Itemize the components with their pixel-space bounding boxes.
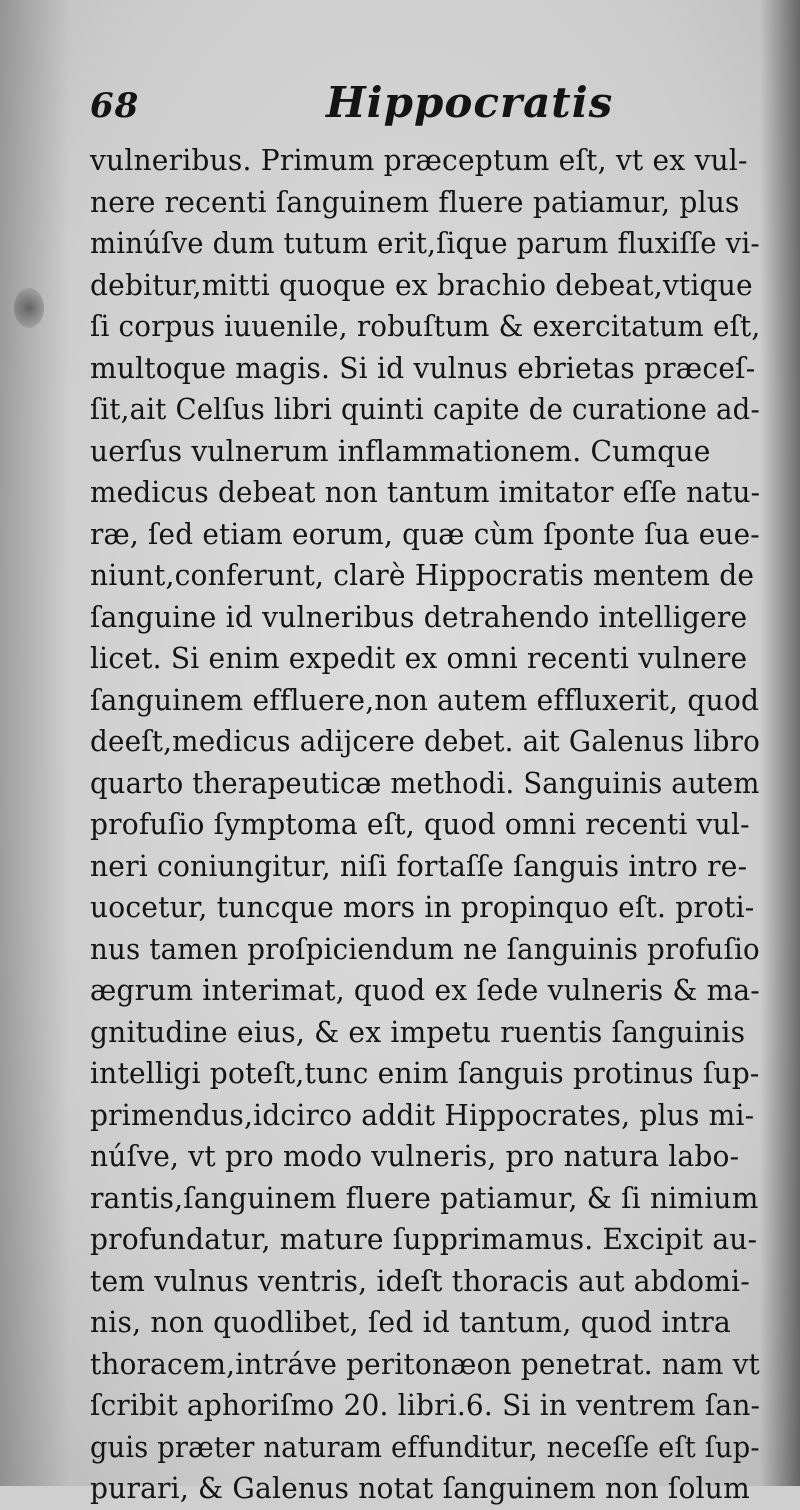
text-line: intelligi poteſt,tunc enim ſanguis protinus ſup- bbox=[90, 1057, 760, 1090]
text-line: ſanguinem effluere,non autem effluxerit, quod bbox=[90, 683, 760, 717]
text-line: profuſio ſymptoma eſt, quod omni recenti vul- bbox=[90, 808, 750, 841]
text-line: primendus,idcirco addit Hippocrates, plus mi- bbox=[90, 1098, 755, 1132]
text-line: núſve, vt pro modo vulneris, pro natura labo- bbox=[90, 1140, 740, 1173]
text-line: ræ, ſed etiam eorum, quæ cùm ſponte ſua eue- bbox=[90, 517, 760, 551]
text-line: ægrum interimat, quod ex ſede vulneris & ma- bbox=[90, 974, 760, 1007]
body-text bbox=[90, 140, 770, 1510]
running-title: Hippocratis bbox=[326, 78, 614, 127]
text-line: uocetur, tuncque mors in propinquo eſt. proti- bbox=[90, 891, 755, 924]
text-line: vulneribus. Primum præceptum eſt, vt ex vul- bbox=[90, 144, 748, 177]
text-line: nis, non quodlibet, ſed id tantum, quod intra bbox=[90, 1306, 731, 1339]
text-line: ſit,ait Celſus libri quinti capite de curatione ad- bbox=[90, 393, 761, 426]
text-line: purari, & Galenus notat ſanguinem non ſolum bbox=[90, 1472, 750, 1505]
text-line: minúſve dum tutum erit,ſique parum fluxiſſe vi- bbox=[90, 227, 760, 260]
ink-blot bbox=[14, 288, 44, 328]
text-line: thoracem,intráve peritonæon penetrat. nam vt bbox=[90, 1347, 760, 1381]
text-line: guis præter naturam effunditur, neceſſe eſt ſup- bbox=[90, 1430, 760, 1464]
text-line: medicus debeat non tantum imitator eſſe natu- bbox=[90, 476, 761, 509]
text-line: multoque magis. Si id vulnus ebrietas præceſ- bbox=[90, 351, 756, 385]
text-line: tem vulnus ventris, ideſt thoracis aut abdomi- bbox=[90, 1264, 750, 1298]
text-line: deeſt,medicus adijcere debet. ait Galenus libro bbox=[90, 725, 761, 758]
text-line: neri coniungitur, niſi fortaſſe ſanguis intro re- bbox=[90, 849, 748, 883]
text-line: licet. Si enim expedit ex omni recenti vulnere bbox=[90, 642, 748, 675]
binding-shadow bbox=[0, 0, 70, 1486]
text-line: ſi corpus iuuenile, robuſtum & exercitatum eſt, bbox=[90, 310, 761, 343]
text-line: uerſus vulnerum inflammationem. Cumque bbox=[90, 434, 711, 468]
text-line: niunt,conferunt, clarè Hippocratis mentem de bbox=[90, 559, 755, 592]
text-line: profundatur, mature ſupprimamus. Excipit au- bbox=[90, 1223, 758, 1256]
text-line: gnitudine eius, & ex impetu ruentis ſanguinis bbox=[90, 1015, 746, 1049]
text-line: nere recenti ſanguinem fluere patiamur, plus bbox=[90, 185, 740, 219]
text-line: rantis,ſanguinem fluere patiamur, & ſi nimium bbox=[90, 1181, 759, 1215]
text-line: nus tamen proſpiciendum ne ſanguinis profuſio bbox=[90, 932, 760, 966]
text-line: ſanguine id vulneribus detrahendo intelligere bbox=[90, 600, 748, 634]
text-line: quarto therapeuticæ methodi. Sanguinis autem bbox=[90, 766, 760, 800]
text-line: debitur,mitti quoque ex brachio debeat,vtique bbox=[90, 268, 753, 302]
page-header bbox=[88, 72, 748, 132]
text-line: ſcribit aphoriſmo 20. libri.6. Si in ventrem ſan- bbox=[90, 1389, 761, 1422]
page-number: 68 bbox=[90, 86, 140, 126]
